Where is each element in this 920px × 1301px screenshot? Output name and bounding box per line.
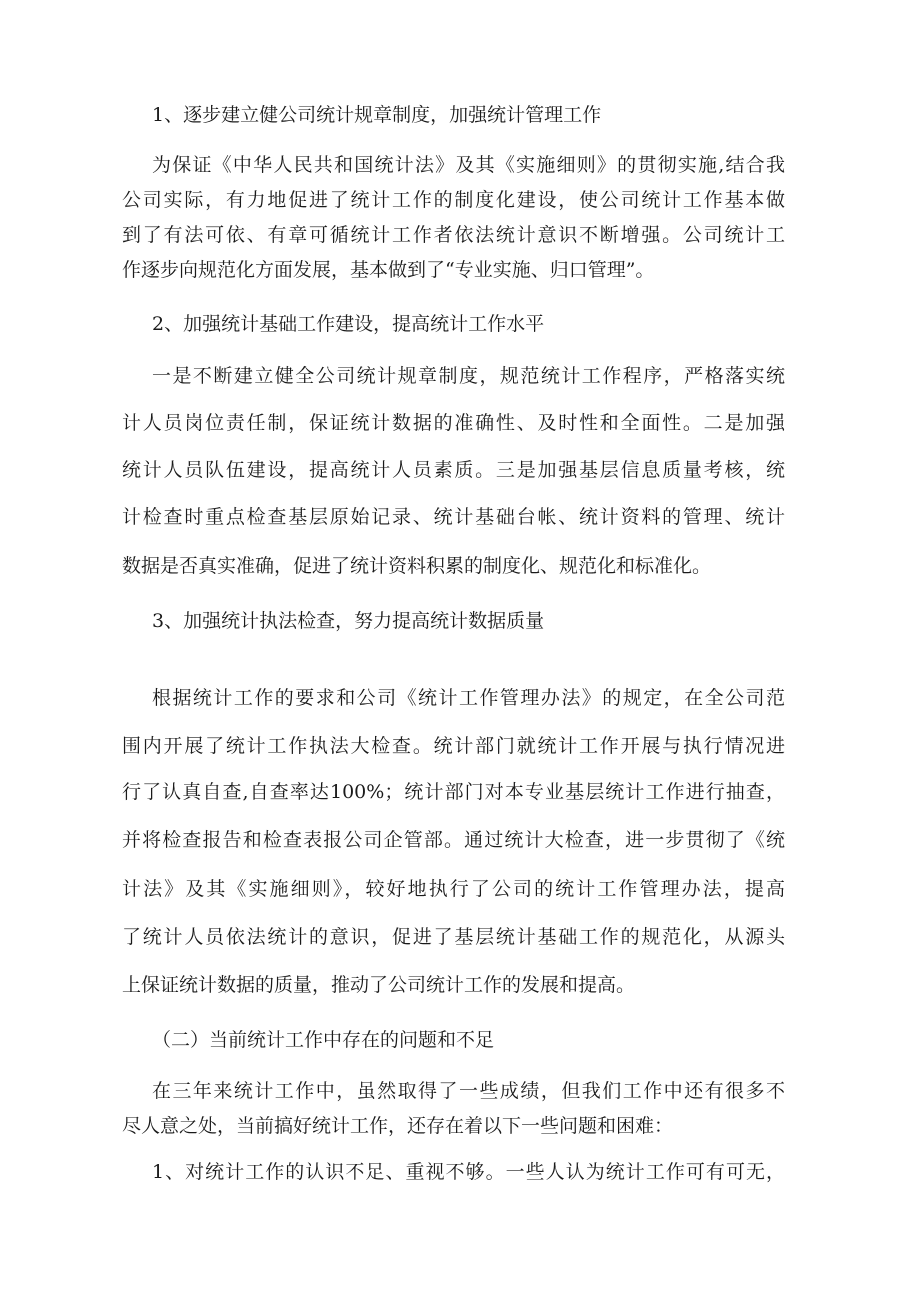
paragraph-line: 计人员岗位责任制，保证统计数据的准确性、及时性和全面性。二是加强: [122, 412, 785, 434]
paragraph-line: 为保证《中华人民共和国统计法》及其《实施细则》的贯彻实施,结合我: [152, 154, 785, 176]
section-heading-1: 1、逐步建立健公司统计规章制度，加强统计管理工作: [152, 104, 602, 126]
paragraph-line: 行了认真自查,自查率达100%；统计部门对本专业基层统计工作进行抽查，: [122, 781, 785, 803]
paragraph-line: 1、对统计工作的认识不足、重视不够。一些人认为统计工作可有可无，: [152, 1161, 785, 1183]
paragraph-line: 统计人员队伍建设，提高统计人员素质。三是加强基层信息质量考核，统: [122, 459, 785, 481]
paragraph-line: 根据统计工作的要求和公司《统计工作管理办法》的规定，在全公司范: [152, 687, 785, 709]
paragraph-line: 到了有法可依、有章可循统计工作者依法统计意识不断增强。公司统计工: [122, 224, 785, 246]
paragraph-line: 上保证统计数据的质量，推动了公司统计工作的发展和提高。: [122, 974, 636, 996]
paragraph-line: 计检查时重点检查基层原始记录、统计基础台帐、统计资料的管理、统计: [122, 506, 785, 528]
paragraph-line: 在三年来统计工作中，虽然取得了一些成绩，但我们工作中还有很多不: [152, 1080, 785, 1102]
paragraph-line: 计法》及其《实施细则》，较好地执行了公司的统计工作管理办法，提高: [122, 878, 785, 900]
paragraph-line: 了统计人员依法统计的意识，促进了基层统计基础工作的规范化，从源头: [122, 926, 785, 948]
paragraph-line: 一是不断建立健全公司统计规章制度，规范统计工作程序，严格落实统: [152, 365, 785, 387]
section-heading-part-2: （二）当前统计工作中存在的问题和不足: [152, 1029, 495, 1051]
paragraph-line: 数据是否真实准确，促进了统计资料积累的制度化、规范化和标准化。: [122, 555, 712, 577]
paragraph-line: 公司实际，有力地促进了统计工作的制度化建设，使公司统计工作基本做: [122, 189, 785, 211]
section-heading-2: 2、加强统计基础工作建设，提高统计工作水平: [152, 313, 545, 335]
paragraph-line: 并将检查报告和检查表报公司企管部。通过统计大检查，进一步贯彻了《统: [122, 829, 785, 851]
paragraph-line: 尽人意之处，当前搞好统计工作，还存在着以下一些问题和困难：: [122, 1115, 674, 1137]
paragraph-line: 作逐步向规范化方面发展，基本做到了“专业实施、归口管理”。: [122, 259, 655, 281]
paragraph-line: 围内开展了统计工作执法大检查。统计部门就统计工作开展与执行情况进: [122, 735, 785, 757]
section-heading-3: 3、加强统计执法检查，努力提高统计数据质量: [152, 610, 545, 632]
